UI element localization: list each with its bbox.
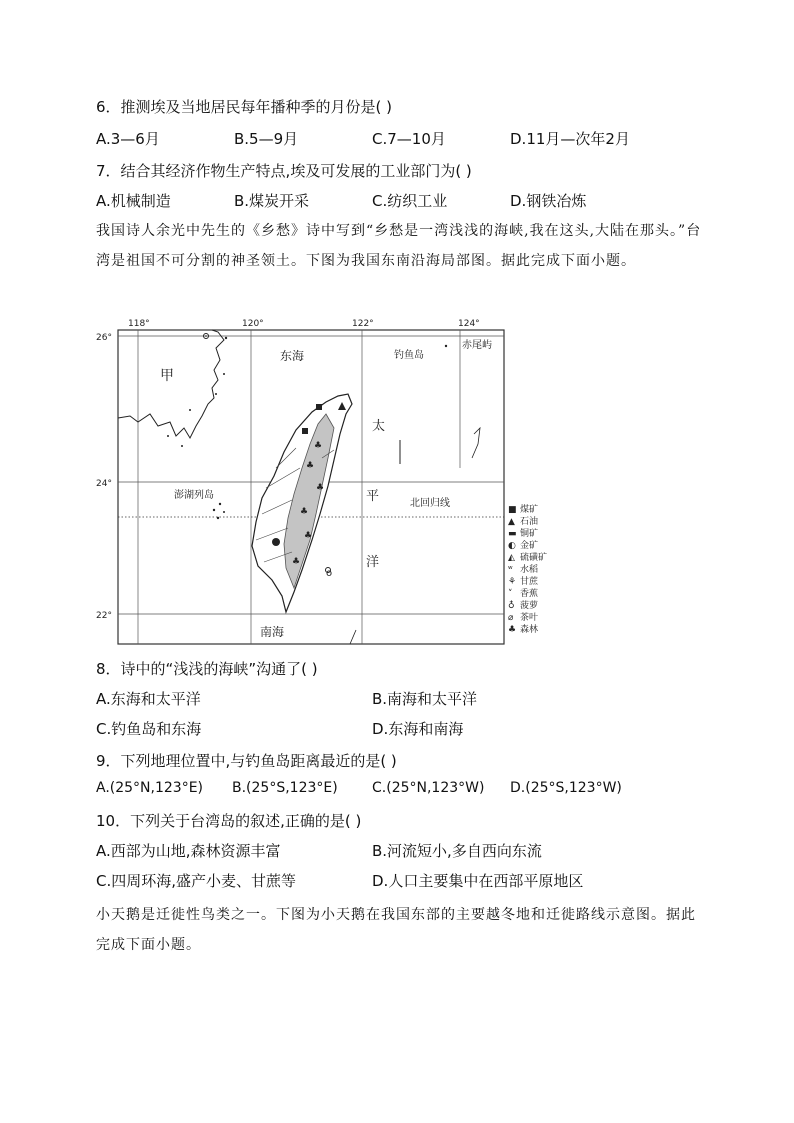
q10-option-d: D.人口主要集中在西部平原地区 (372, 872, 584, 890)
legend-label-4: 硫磺矿 (520, 553, 548, 563)
southern-islet-mark (350, 630, 356, 644)
legend-label-0: 煤矿 (520, 505, 539, 515)
q7-option-c: C.纺织工业 (372, 192, 448, 210)
label-south-sea: 南海 (260, 625, 285, 639)
legend-label-8: 菠萝 (520, 601, 539, 611)
legend-label-7: 香蕉 (520, 589, 539, 599)
lat-label-22: 22° (96, 611, 112, 621)
q8-option-d: D.东海和南海 (372, 720, 464, 738)
legend-symbol-8: ♁ (508, 601, 515, 611)
q7-option-a: A.机械制造 (96, 192, 171, 210)
question-9-stem: 9．下列地理位置中,与钓鱼岛距离最近的是( ) (96, 752, 397, 770)
legend-symbol-5: ʷ (508, 565, 513, 575)
legend-symbol-2: ▬ (508, 529, 517, 539)
legend-label-2: 铜矿 (520, 529, 539, 539)
legend-symbol-1: ▲ (508, 517, 515, 527)
svg-text:♣: ♣ (292, 557, 301, 567)
q9-option-b: B.(25°S,123°E) (232, 780, 338, 796)
legend-label-3: 金矿 (520, 541, 539, 551)
map-legend (508, 503, 547, 635)
label-jia: 甲 (160, 368, 174, 384)
q10-option-c: C.四周环海,盛产小麦、甘蔗等 (96, 872, 297, 890)
label-yang: 洋 (366, 555, 380, 570)
label-o: o (326, 568, 333, 579)
lon-label-120: 120° (242, 319, 264, 329)
q7-option-d: D.钢铁冶炼 (510, 192, 587, 210)
q6-option-a: A.3—6月 (96, 130, 160, 148)
label-tai: 太 (372, 419, 386, 434)
legend-symbol-6: ⚘ (508, 577, 517, 587)
southeast-coast-map (96, 318, 556, 648)
legend-symbol-10: ♣ (508, 625, 517, 635)
svg-text:♣: ♣ (306, 461, 315, 471)
penghu-islets (219, 503, 225, 513)
label-tropic: 北回归线 (410, 498, 450, 509)
lon-label-118: 118° (128, 319, 150, 329)
q9-option-d: D.(25°S,123°W) (510, 780, 622, 796)
legend-label-5: 水稻 (520, 565, 539, 575)
legend-label-6: 甘蔗 (520, 577, 539, 587)
q6-option-d: D.11月—次年2月 (510, 130, 630, 148)
q6-option-c: C.7—10月 (372, 130, 446, 148)
svg-text:♣: ♣ (314, 441, 323, 451)
q7-option-b: B.煤炭开采 (234, 192, 310, 210)
question-10-stem: 10．下列关于台湾岛的叙述,正确的是( ) (96, 812, 362, 830)
legend-label-9: 茶叶 (520, 613, 539, 623)
label-ping: 平 (366, 489, 380, 504)
legend-label-10: 森林 (520, 625, 539, 635)
lon-label-124: 124° (458, 319, 480, 329)
legend-symbol-0: ■ (508, 505, 517, 515)
intro-paragraph-2: 小天鹅是迁徙性鸟类之一。下图为小天鹅在我国东部的主要越冬地和迁徙路线示意图。据此完成下面小题。 (96, 907, 696, 953)
question-7-stem: 7．结合其经济作物生产特点,埃及可发展的工业部门为( ) (96, 162, 472, 180)
lon-label-122: 122° (352, 319, 374, 329)
legend-symbol-9: ⌀ (508, 613, 514, 623)
q8-option-c: C.钓鱼岛和东海 (96, 720, 202, 738)
diaoyu-islet (445, 345, 447, 347)
mainland-coastline (118, 330, 224, 438)
legend-symbol-7: ˅ (508, 589, 513, 599)
q9-option-c: C.(25°N,123°W) (372, 780, 485, 796)
q10-option-a: A.西部为山地,森林资源丰富 (96, 842, 281, 860)
svg-text:♣: ♣ (304, 531, 313, 541)
eastern-coast-fragment (472, 428, 480, 458)
label-diaoyu: 钓鱼岛 (394, 350, 424, 361)
label-chiwei: 赤尾屿 (462, 340, 492, 351)
svg-text:♣: ♣ (316, 483, 325, 493)
label-penghu: 澎湖列岛 (174, 490, 214, 501)
legend-label-1: 石油 (520, 517, 539, 527)
legend-symbol-3: ◐ (508, 541, 516, 551)
q6-option-b: B.5—9月 (234, 130, 299, 148)
q8-option-b: B.南海和太平洋 (372, 690, 478, 708)
lat-label-26: 26° (96, 333, 112, 343)
question-8-stem: 8．诗中的“浅浅的海峡”沟通了( ) (96, 660, 318, 678)
question-6-stem: 6．推测埃及当地居民每年播种季的月份是( ) (96, 98, 393, 116)
label-east-sea: 东海 (280, 349, 305, 363)
svg-text:♣: ♣ (300, 507, 309, 517)
lat-label-24: 24° (96, 479, 112, 489)
q8-option-a: A.东海和太平洋 (96, 690, 201, 708)
legend-symbol-4: ◭ (508, 553, 515, 563)
q9-option-a: A.(25°N,123°E) (96, 780, 204, 796)
q10-option-b: B.河流短小,多自西向东流 (372, 842, 542, 860)
intro-paragraph-1: 我国诗人余光中先生的《乡愁》诗中写到“乡愁是一湾浅浅的海峡,我在这头,大陆在那头。”台湾是祖国不可分割的神圣领土。下图为我国东南沿海局部图。据此完成下面小题。 (96, 223, 702, 269)
